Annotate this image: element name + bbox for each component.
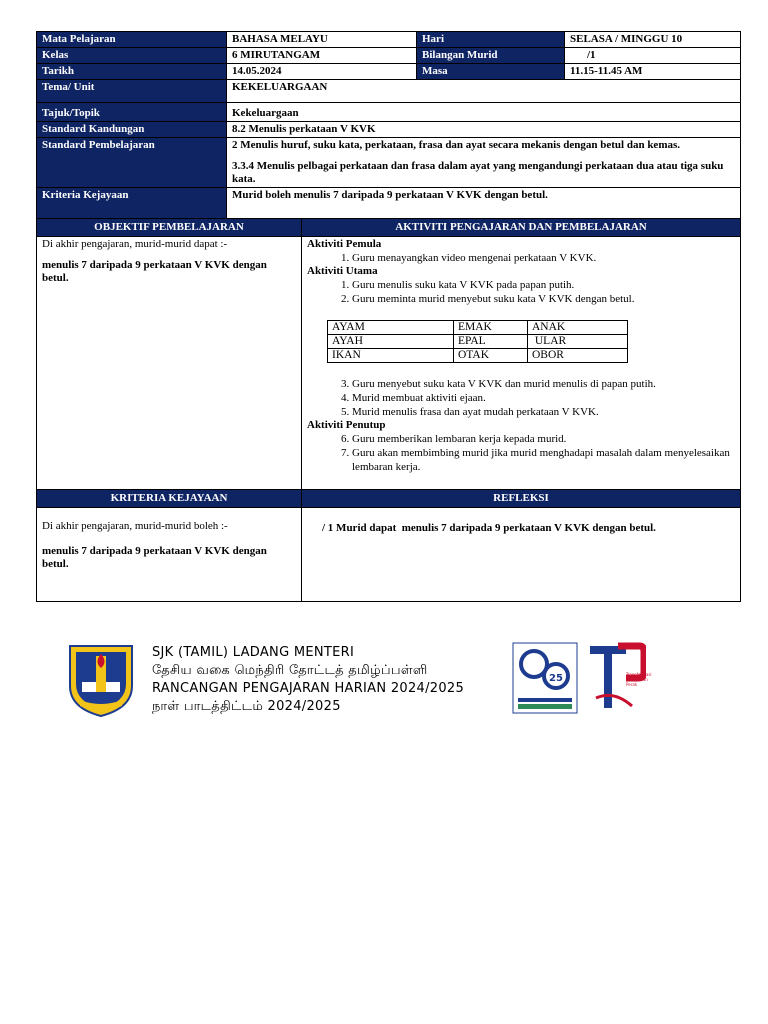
kriteria-kejayaan-value: Murid boleh menulis 7 daripada 9 perkataan V KVK dengan betul. <box>227 188 741 219</box>
tajuk-label: Tajuk/Topik <box>37 103 227 122</box>
logo-25-number: 25 <box>549 673 563 684</box>
school-footer <box>60 636 720 726</box>
refleksi-header: REFLEKSI <box>302 490 741 508</box>
aktiviti-penutup-list <box>307 432 735 474</box>
tema-label: Tema/ Unit <box>37 80 227 103</box>
tajuk-value: Kekeluargaan <box>227 103 741 122</box>
hari-value: SELASA / MINGGU 10 <box>565 32 741 48</box>
standard-pembelajaran-value <box>227 138 741 188</box>
refleksi-text: / 1 Murid dapat menulis 7 daripada 9 perkataan V KVK dengan betul. <box>322 522 656 534</box>
tema-value: KEKELUARGAAN <box>227 80 741 103</box>
word-cell: ANAK <box>528 321 628 335</box>
kelas-value: 6 MIRUTANGAM <box>227 48 417 64</box>
bilangan-value: /1 <box>565 48 741 64</box>
kriteria-header: KRITERIA KEJAYAAN <box>37 490 302 508</box>
kriteria-kejayaan-label: Kriteria Kejayaan <box>37 188 227 219</box>
word-cell: AYAH <box>328 335 454 349</box>
list-item: 7. Guru akan membimbing murid jika murid menghadapi masalah dalam menyelesaikan lembaran kerja. <box>352 446 735 474</box>
refleksi-cell <box>302 508 741 602</box>
masa-value: 11.15-11.45 AM <box>565 64 741 80</box>
list-item: 6. Guru memberikan lembaran kerja kepada murid. <box>352 432 735 446</box>
aktiviti-utama-list-b <box>307 377 735 419</box>
mata-pelajaran-label: Mata Pelajaran <box>37 32 227 48</box>
aktiviti-pemula-list <box>307 251 735 265</box>
aktiviti-utama-label: Aktiviti Utama <box>307 265 378 277</box>
school-name: SJK (TAMIL) LADANG MENTERI <box>152 645 355 660</box>
word-table <box>327 320 628 363</box>
aktiviti-pemula-label: Aktiviti Pemula <box>307 238 382 250</box>
standard-pembelajaran-2: 3.3.4 Menulis pelbagai perkataan dan frasa dalam ayat yang mengandungi perkataan dua atau tiga suku kata. <box>232 160 724 185</box>
bilangan-label: Bilangan Murid <box>417 48 565 64</box>
list-item: 1. Guru menulis suku kata V KVK pada papan putih. <box>352 278 735 292</box>
table-row <box>328 349 628 363</box>
standard-pembelajaran-1: 2 Menulis huruf, suku kata, perkataan, frasa dan ayat secara mekanis dengan betul dan kemas. <box>232 139 681 151</box>
aktiviti-cell <box>302 237 741 490</box>
hari-label: Hari <box>417 32 565 48</box>
objektif-text: menulis 7 daripada 9 perkataan V KVK dengan betul. <box>42 259 267 284</box>
mata-pelajaran-value: BAHASA MELAYU <box>227 32 417 48</box>
kriteria-intro: Di akhir pengajaran, murid-murid boleh :- <box>42 520 228 532</box>
plan-title: RANCANGAN PENGAJARAN HARIAN 2024/2025 <box>152 681 465 696</box>
objektif-intro: Di akhir pengajaran, murid-murid dapat :- <box>42 238 228 250</box>
list-item: 4. Murid membuat aktiviti ejaan. <box>352 391 735 405</box>
kelas-label: Kelas <box>37 48 227 64</box>
tp-caption: Transformasi Pendidikan Perak <box>626 672 652 687</box>
word-cell: OBOR <box>528 349 628 363</box>
lesson-plan <box>36 31 740 602</box>
word-cell: IKAN <box>328 349 454 363</box>
list-item: 5. Murid menulis frasa dan ayat mudah perkataan V KVK. <box>352 405 735 419</box>
school-crest-icon <box>66 642 136 718</box>
list-item: 3. Guru menyebut suku kata V KVK dan murid menulis di papan putih. <box>352 377 735 391</box>
tarikh-label: Tarikh <box>37 64 227 80</box>
aktiviti-header: AKTIVITI PENGAJARAN DAN PEMBELAJARAN <box>302 219 741 237</box>
table-row <box>328 321 628 335</box>
standard-kandungan-value: 8.2 Menulis perkataan V KVK <box>227 122 741 138</box>
aktiviti-utama-list-a <box>307 278 735 306</box>
objektif-header: OBJEKTIF PEMBELAJARAN <box>37 219 302 237</box>
list-item: 1. Guru menayangkan video mengenai perkataan V KVK. <box>352 251 735 265</box>
plan-title-tamil: நாள் பாடத்திட்டம் 2024/2025 <box>152 699 341 714</box>
word-cell: EMAK <box>454 321 528 335</box>
word-cell: ULAR <box>528 335 628 349</box>
kriteria-cell <box>37 508 302 602</box>
school-text <box>152 644 464 716</box>
activity-table <box>36 218 741 602</box>
standard-kandungan-label: Standard Kandungan <box>37 122 227 138</box>
objektif-cell <box>37 237 302 490</box>
word-cell: AYAM <box>328 321 454 335</box>
kriteria-text: menulis 7 daripada 9 perkataan V KVK dengan betul. <box>42 545 267 570</box>
tarikh-value: 14.05.2024 <box>227 64 417 80</box>
table-row <box>328 335 628 349</box>
masa-label: Masa <box>417 64 565 80</box>
word-cell: EPAL <box>454 335 528 349</box>
list-item: 2. Guru meminta murid menyebut suku kata V KVK dengan betul. <box>352 292 735 306</box>
info-table <box>36 31 741 219</box>
school-name-tamil: தேசிய வகை மெந்திரி தோட்டத் தமிழ்ப்பள்ளி <box>152 663 428 678</box>
aktiviti-penutup-label: Aktiviti Penutup <box>307 419 386 431</box>
word-cell: OTAK <box>454 349 528 363</box>
anniversary-25-logo-icon <box>512 642 578 714</box>
standard-pembelajaran-label: Standard Pembelajaran <box>37 138 227 188</box>
